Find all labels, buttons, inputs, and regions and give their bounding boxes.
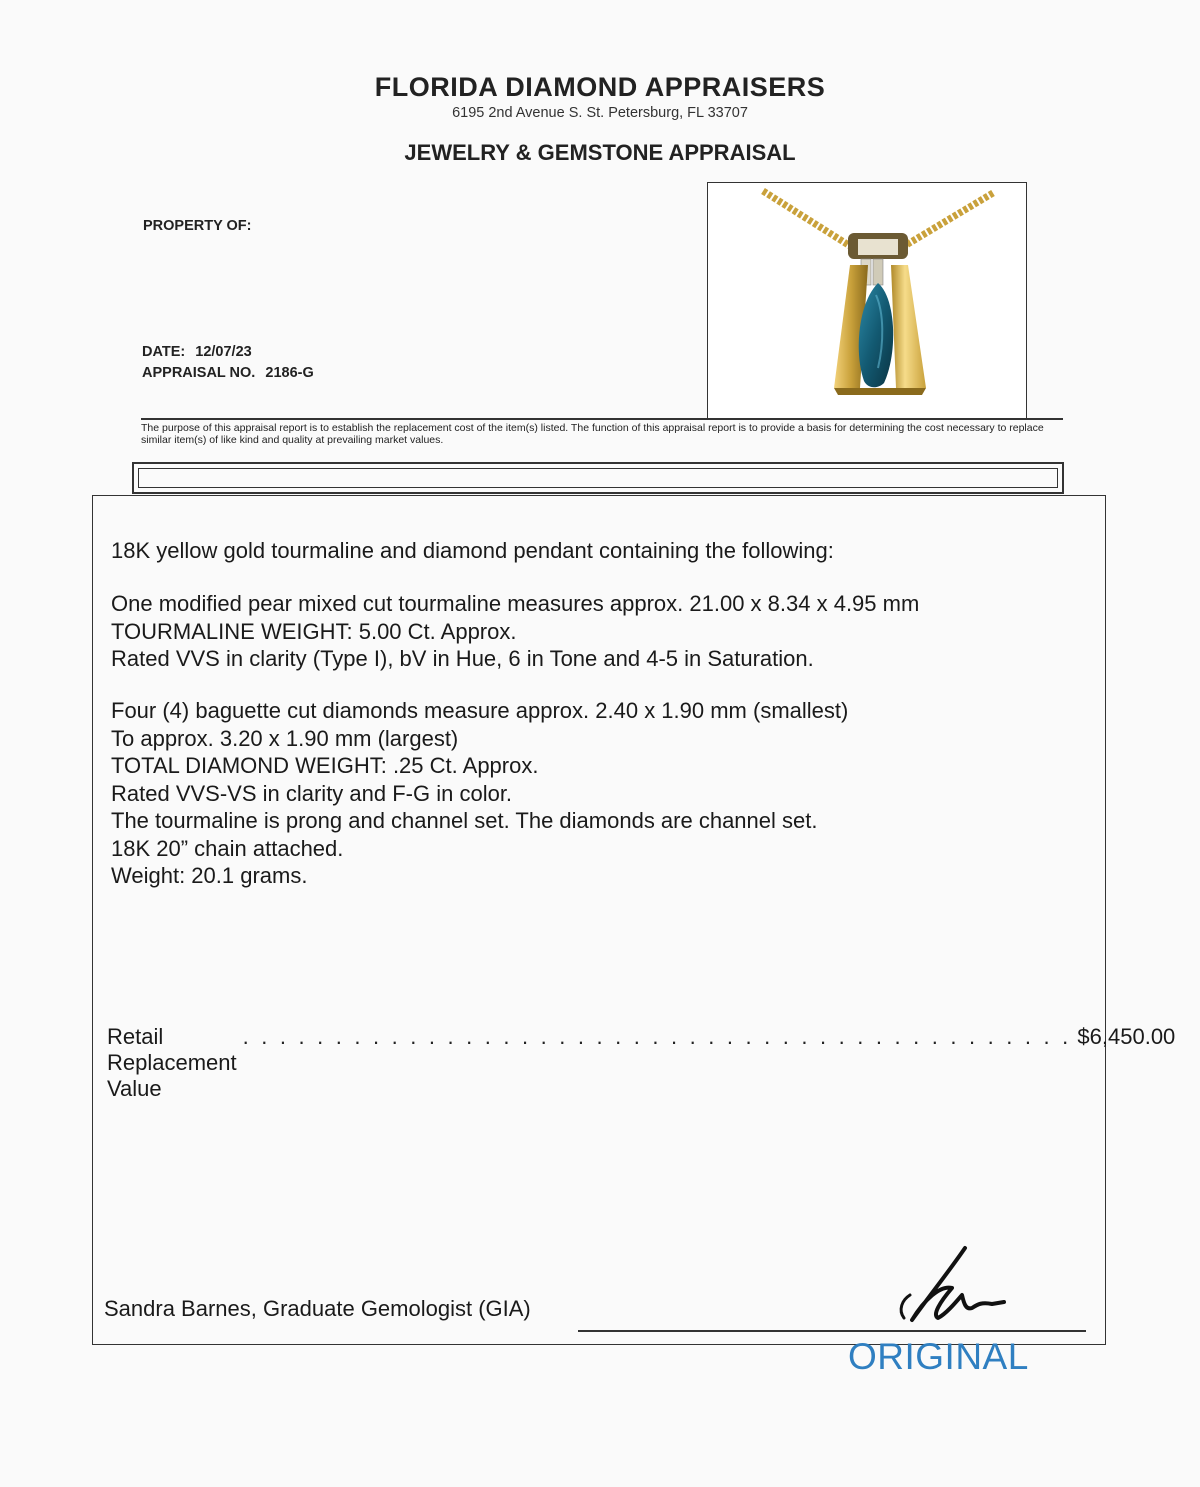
header-rule (141, 418, 1063, 420)
valuation-row (107, 1024, 1176, 1102)
property-of-label: PROPERTY OF: (143, 218, 252, 234)
company-name: FLORIDA DIAMOND APPRAISERS (374, 72, 826, 102)
appraisal-number-label: APPRAISAL NO. (142, 365, 256, 381)
document-title: JEWELRY & GEMSTONE APPRAISAL (404, 140, 796, 165)
appraisal-number-row (142, 365, 314, 381)
tourmaline-line: TOURMALINE WEIGHT: 5.00 Ct. Approx. (111, 618, 517, 644)
original-stamp: ORIGINAL (848, 1336, 1029, 1377)
tourmaline-section (111, 590, 919, 673)
valuation-leader: . . . . . . . . . . . . . . . . . . . . . . . . . . . . . . . . . . . . . . . . . . . . . (242, 1024, 1072, 1049)
tourmaline-line: One modified pear mixed cut tourmaline measures approx. 21.00 x 8.34 x 4.95 mm (111, 591, 920, 616)
diamond-line: TOTAL DIAMOND WEIGHT: .25 Ct. Approx. (111, 753, 539, 778)
diamond-line: 18K 20” chain attached. (111, 835, 344, 861)
item-intro: 18K yellow gold tourmaline and diamond pendant containing the following: (111, 538, 834, 563)
pendant-photo-icon (708, 183, 1026, 418)
date-row (142, 344, 252, 360)
appraisal-number-value: 2186-G (265, 365, 314, 381)
diamond-line: Weight: 20.1 grams. (111, 863, 308, 888)
appraiser-name: Sandra Barnes, Graduate Gemologist (GIA) (104, 1296, 531, 1321)
company-address: 6195 2nd Avenue S. St. Petersburg, FL 33707 (452, 105, 748, 121)
valuation-amount: $6,450.00 (1077, 1024, 1176, 1049)
tourmaline-line: Rated VVS in clarity (Type I), bV in Hue, 6 in Tone and 4-5 in Saturation. (111, 646, 814, 671)
diamond-section (111, 697, 848, 890)
valuation-label: Retail Replacement Value (107, 1024, 237, 1101)
decorative-inner-bar (138, 468, 1058, 488)
diamond-line: To approx. 3.20 x 1.90 mm (largest) (111, 725, 459, 751)
diamond-line: Rated VVS-VS in clarity and F-G in color. (111, 780, 513, 806)
date-label: DATE: (142, 344, 186, 360)
date-value: 12/07/23 (195, 344, 252, 360)
decorative-double-bar (132, 462, 1064, 494)
purpose-statement: The purpose of this appraisal report is to establish the replacement cost of the item(s) listed. The function of this appraisal report is to provide a basis for determining the cost necessary to replace similar item(s) of like kind and quality at prevailing market values. (141, 422, 1044, 446)
handwritten-signature-icon (880, 1240, 1020, 1335)
item-photo (707, 182, 1027, 419)
diamond-line: The tourmaline is prong and channel set. The diamonds are channel set. (111, 808, 818, 833)
diamond-line: Four (4) baguette cut diamonds measure approx. 2.40 x 1.90 mm (smallest) (111, 698, 849, 723)
